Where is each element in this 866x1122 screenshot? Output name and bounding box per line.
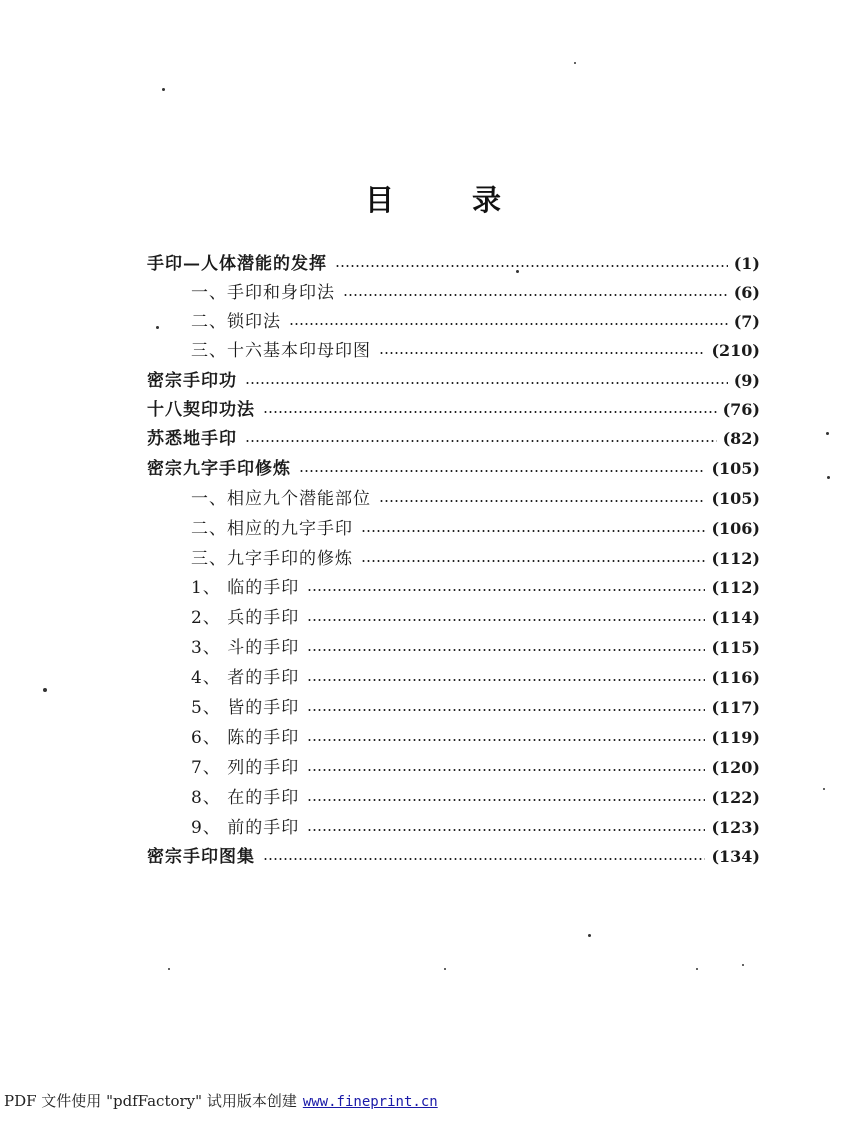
toc-entry-label: 3、 斗的手印 — [191, 638, 300, 658]
scan-speck — [43, 688, 47, 692]
toc-entry-label: 十八契印功法 — [147, 400, 255, 420]
toc-entry[interactable] — [147, 424, 760, 454]
dot-leader — [343, 294, 728, 296]
dot-leader — [263, 411, 717, 413]
dot-leader — [379, 352, 705, 354]
dot-leader — [263, 858, 705, 860]
toc-entry-page: (119) — [711, 728, 760, 747]
toc-entry-page: (114) — [711, 608, 760, 627]
toc-entry[interactable] — [191, 783, 760, 813]
toc-entry-page: (105) — [711, 489, 760, 508]
toc-entry-page: (117) — [711, 698, 760, 717]
toc-entry[interactable] — [191, 307, 760, 337]
toc-entry-page: (123) — [711, 818, 760, 837]
dot-leader — [289, 323, 728, 325]
toc-entry-label: 一、相应九个潜能部位 — [191, 489, 371, 509]
toc-entry-page: (116) — [711, 668, 760, 687]
toc-entry-label: 密宗手印功 — [147, 371, 237, 391]
dot-leader — [307, 709, 705, 711]
toc-entry-page: (9) — [733, 371, 760, 390]
dot-leader — [335, 265, 728, 267]
toc-entry-label: 7、 列的手印 — [191, 758, 300, 778]
toc-entry-page: (6) — [733, 283, 760, 302]
pdf-watermark-footer — [4, 1090, 438, 1111]
toc-entry[interactable] — [191, 813, 760, 843]
page-title — [0, 178, 866, 219]
toc-entry[interactable] — [147, 395, 760, 425]
toc-entry-label: 三、十六基本印母印图 — [191, 341, 371, 361]
toc-entry-page: (82) — [722, 429, 760, 448]
dot-leader — [307, 769, 705, 771]
toc-entry-page: (122) — [711, 788, 760, 807]
dot-leader — [307, 829, 705, 831]
toc-entry[interactable] — [147, 249, 760, 279]
toc-entry-page: (115) — [711, 638, 760, 657]
toc-entry[interactable] — [147, 366, 760, 396]
toc-entry[interactable] — [147, 842, 760, 872]
dot-leader — [307, 799, 705, 801]
toc-entry-label: 二、锁印法 — [191, 312, 281, 332]
scan-speck — [168, 968, 170, 970]
toc-entry-page: (76) — [722, 400, 760, 419]
dot-leader — [245, 382, 728, 384]
toc-entry-page: (1) — [733, 254, 760, 273]
scan-speck — [162, 88, 165, 91]
toc-entry[interactable] — [147, 454, 760, 484]
toc-entry-label: 苏悉地手印 — [147, 429, 237, 449]
toc-entry-label: 密宗手印图集 — [147, 847, 255, 867]
footer-text: PDF 文件使用 "pdfFactory" 试用版本创建 — [4, 1092, 297, 1110]
dot-leader — [307, 589, 705, 591]
scan-speck — [574, 62, 576, 64]
dot-leader — [307, 619, 705, 621]
toc-entry-page: (105) — [711, 459, 760, 478]
scan-speck — [827, 476, 830, 479]
toc-entry-label: 2、 兵的手印 — [191, 608, 300, 628]
scan-speck — [516, 270, 519, 273]
toc-entry-label: 三、九字手印的修炼 — [191, 549, 353, 569]
toc-entry-label: 手印—人体潜能的发挥 — [147, 254, 327, 274]
scan-speck — [444, 968, 446, 970]
toc-entry[interactable] — [191, 278, 760, 308]
toc-entry[interactable] — [191, 723, 760, 753]
toc-entry[interactable] — [191, 633, 760, 663]
toc-entry-label: 密宗九字手印修炼 — [147, 459, 291, 479]
toc-entry-label: 9、 前的手印 — [191, 818, 300, 838]
scan-speck — [742, 964, 744, 966]
toc-entry-page: (7) — [733, 312, 760, 331]
scan-speck — [696, 968, 698, 970]
toc-entry-page: (134) — [711, 847, 760, 866]
toc-entry-label: 8、 在的手印 — [191, 788, 300, 808]
toc-entry-label: 5、 皆的手印 — [191, 698, 300, 718]
toc-entry[interactable] — [191, 603, 760, 633]
toc-entry-page: (112) — [711, 549, 760, 568]
footer-link[interactable]: www.fineprint.cn — [302, 1094, 438, 1110]
scan-speck — [588, 934, 591, 937]
toc-entry-label: 6、 陈的手印 — [191, 728, 300, 748]
toc-entry[interactable] — [191, 336, 760, 366]
scan-speck — [156, 326, 159, 329]
dot-leader — [307, 679, 705, 681]
title-char-1: 目 — [364, 183, 394, 217]
toc-entry[interactable] — [191, 544, 760, 574]
dot-leader — [299, 470, 705, 472]
toc-entry-page: (106) — [711, 519, 760, 538]
toc-entry[interactable] — [191, 663, 760, 693]
scan-speck — [826, 432, 829, 435]
toc-entry-label: 1、 临的手印 — [191, 578, 300, 598]
toc-entry[interactable] — [191, 514, 760, 544]
toc-entry-page: (210) — [711, 341, 760, 360]
toc-entry[interactable] — [191, 573, 760, 603]
toc-entry-label: 二、相应的九字手印 — [191, 519, 353, 539]
dot-leader — [307, 739, 705, 741]
dot-leader — [361, 560, 705, 562]
scan-speck — [823, 788, 825, 790]
dot-leader — [245, 440, 717, 442]
toc-entry-label: 4、 者的手印 — [191, 668, 300, 688]
toc-entry[interactable] — [191, 753, 760, 783]
toc-entry-page: (112) — [711, 578, 760, 597]
dot-leader — [307, 649, 705, 651]
toc-entry-page: (120) — [711, 758, 760, 777]
toc-entry[interactable] — [191, 693, 760, 723]
dot-leader — [379, 500, 705, 502]
toc-entry[interactable] — [191, 484, 760, 514]
dot-leader — [361, 530, 705, 532]
toc-entry-label: 一、手印和身印法 — [191, 283, 335, 303]
title-char-2: 录 — [472, 183, 502, 217]
